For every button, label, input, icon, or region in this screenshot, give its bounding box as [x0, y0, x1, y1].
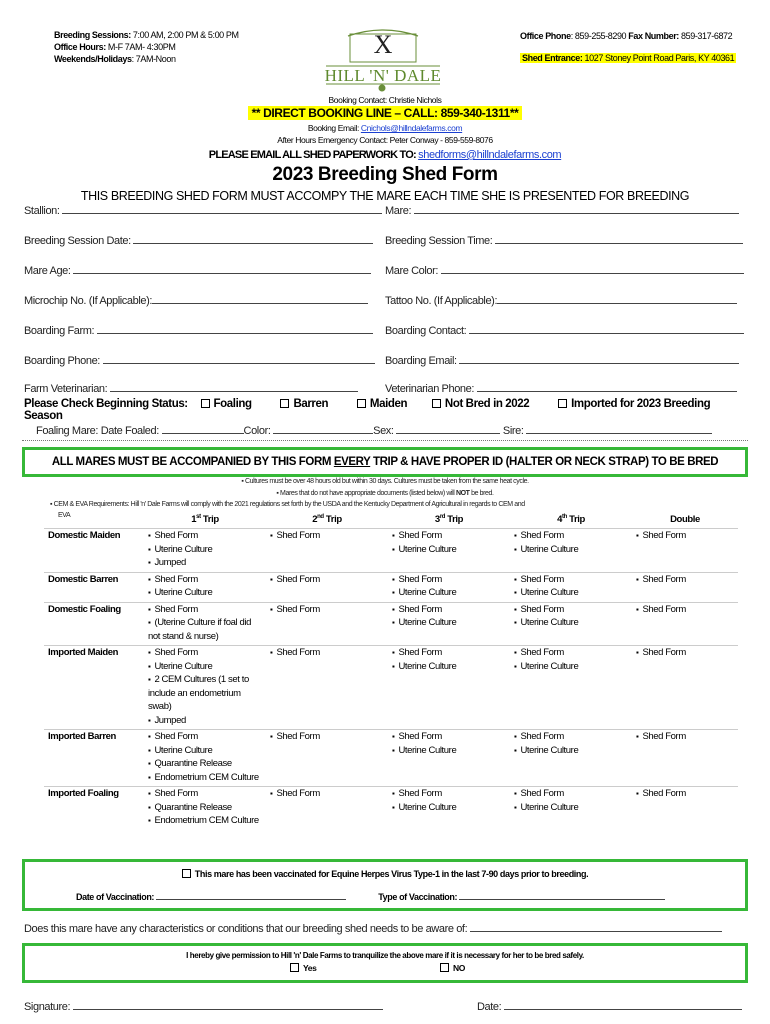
requirement-item: ▪ Shed Form — [514, 787, 628, 801]
bullet-documents: ▪ Mares that do not have appropriate documents (listed below) will NOT be bred. — [276, 490, 494, 497]
cell-fourth-trip — [510, 602, 632, 646]
cell-double — [632, 730, 738, 787]
checkbox-icon[interactable] — [432, 399, 441, 408]
requirement-item: ▪ Shed Form — [148, 646, 262, 660]
cell-third-trip — [388, 730, 510, 787]
header-contact — [520, 31, 752, 63]
col-first-trip: 1st Trip — [191, 514, 219, 526]
cell-first-trip — [144, 529, 266, 573]
requirement-item: ▪ Shed Form — [392, 603, 506, 617]
requirement-item: ▪ Shed Form — [270, 603, 384, 617]
permission-no[interactable]: NO — [440, 963, 465, 973]
requirement-item: ▪ Shed Form — [270, 529, 384, 543]
tranquilize-permission-box — [22, 943, 748, 983]
table-row — [44, 787, 738, 830]
permission-yes[interactable]: Yes — [290, 963, 316, 973]
form-subtitle: THIS BREEDING SHED FORM MUST ACCOMPY THE MARE EACH TIME SHE IS PRESENTED FOR BREEDING — [80, 189, 690, 203]
boarding-contact-field[interactable]: Boarding Contact: — [385, 324, 744, 337]
cell-fourth-trip — [510, 730, 632, 787]
row-label: Imported Maiden — [44, 646, 144, 730]
table-header-row — [44, 512, 738, 529]
requirement-item: ▪ Shed Form — [514, 646, 628, 660]
requirement-item: ▪ Uterine Culture — [392, 543, 506, 557]
row-label: Imported Foaling — [44, 787, 144, 830]
requirement-item: ▪ Shed Form — [636, 529, 734, 543]
table-row — [44, 572, 738, 602]
row-label: Imported Barren — [44, 730, 144, 787]
checkbox-icon[interactable] — [280, 399, 289, 408]
permission-statement: I hereby give permission to Hill 'n' Dale Farms to tranquilize the above mare if it is necessary for her to be bred safely. — [186, 951, 584, 960]
date-foaled-input[interactable] — [162, 425, 244, 434]
fax-value: 859-317-6872 — [678, 31, 733, 41]
sessions-label: Breeding Sessions: — [54, 30, 131, 40]
shed-entrance-label: Shed Entrance: — [522, 53, 583, 63]
requirement-item: ▪ Uterine Culture — [148, 586, 262, 600]
requirement-item: ▪ Shed Form — [148, 787, 262, 801]
farm-vet-field[interactable]: Farm Veterinarian: — [24, 382, 358, 395]
cell-second-trip — [266, 646, 388, 730]
foal-sex-input[interactable] — [396, 425, 500, 434]
table-row — [44, 529, 738, 573]
requirement-item: ▪ (Uterine Culture if foal did not stand & nurse) — [148, 616, 262, 643]
row-label: Domestic Foaling — [44, 602, 144, 646]
vaccination-date-label: Date of Vaccination: — [76, 892, 157, 902]
row-label: Domestic Barren — [44, 572, 144, 602]
cell-first-trip — [144, 646, 266, 730]
date-foaled-label: Foaling Mare: Date Foaled: — [36, 425, 162, 437]
checkbox-icon[interactable] — [440, 963, 449, 972]
bullet-cem-eva-cont: EVA — [58, 512, 71, 519]
table-row — [44, 602, 738, 646]
mare-field[interactable]: Mare: — [385, 204, 739, 217]
cell-second-trip — [266, 730, 388, 787]
direct-booking-line: ** DIRECT BOOKING LINE – CALL: 859-340-1311** — [248, 106, 523, 120]
mare-age-field[interactable]: Mare Age: — [24, 264, 371, 277]
foaling-mare-line — [36, 425, 712, 437]
col-second-trip: 2nd Trip — [312, 514, 342, 526]
session-date-field[interactable]: Breeding Session Date: — [24, 234, 373, 247]
requirement-item: ▪ Quarantine Release — [148, 757, 262, 771]
paperwork-label: PLEASE EMAIL ALL SHED PAPERWORK TO: — [208, 149, 419, 161]
status-label: Please Check Beginning Status: — [24, 398, 188, 410]
requirement-item: ▪ Shed Form — [392, 787, 506, 801]
stallion-field[interactable]: Stallion: — [24, 204, 382, 217]
shed-entrance-value: 1027 Stoney Point Road Paris, KY 40361 — [582, 53, 735, 63]
cell-double — [632, 572, 738, 602]
status-option-maiden[interactable]: Maiden — [357, 398, 417, 410]
foal-sire-input[interactable] — [526, 425, 712, 434]
col-third-trip: 3rd Trip — [434, 514, 464, 526]
requirement-item: ▪ Shed Form — [636, 573, 734, 587]
id-requirement-banner: ALL MARES MUST BE ACCOMPANIED BY THIS FORM EVERY TRIP & HAVE PROPER ID (HALTER OR NECK STRAP) TO BE BRED — [22, 447, 748, 477]
row-label: Domestic Maiden — [44, 529, 144, 573]
requirement-item: ▪ Endometrium CEM Culture — [148, 814, 262, 828]
requirement-item: ▪ Shed Form — [148, 573, 262, 587]
requirement-item: ▪ Shed Form — [392, 529, 506, 543]
requirement-item: ▪ Uterine Culture — [392, 586, 506, 600]
cell-second-trip — [266, 602, 388, 646]
cell-double — [632, 646, 738, 730]
weekend-value: : 7AM-Noon — [131, 54, 176, 64]
shed-entrance — [520, 53, 736, 63]
vaccination-fields — [76, 891, 665, 902]
requirement-item: ▪ Uterine Culture — [514, 586, 628, 600]
tattoo-field[interactable]: Tattoo No. (If Applicable): — [385, 294, 737, 307]
requirement-item: ▪ Shed Form — [392, 646, 506, 660]
vaccination-statement[interactable]: This mare has been vaccinated for Equine Herpes Virus Type-1 in the last 7-90 days prior to breeding. — [0, 869, 770, 879]
cell-fourth-trip — [510, 572, 632, 602]
requirement-item: ▪ Shed Form — [514, 603, 628, 617]
cell-first-trip — [144, 787, 266, 830]
conditions-input[interactable] — [470, 923, 722, 932]
cell-fourth-trip — [510, 646, 632, 730]
trip-requirements-table — [44, 512, 738, 830]
beginning-status — [24, 398, 770, 422]
status-option-foaling[interactable]: Foaling — [201, 398, 262, 410]
checkbox-icon[interactable] — [290, 963, 299, 972]
vaccination-date-input[interactable] — [156, 891, 346, 900]
emergency-contact: After Hours Emergency Contact: Peter Conway - 859-559-8076 — [277, 135, 493, 145]
requirement-item: ▪ 2 CEM Cultures (1 set to include an endometrium swab) — [148, 673, 262, 714]
foal-sex-label: Sex: — [373, 425, 397, 437]
checkbox-icon[interactable] — [558, 399, 567, 408]
requirement-item: ▪ Uterine Culture — [148, 744, 262, 758]
vaccination-type-label: Type of Vaccination: — [378, 892, 460, 902]
requirement-item: ▪ Quarantine Release — [148, 801, 262, 815]
header-hours — [54, 29, 239, 65]
status-option-imported[interactable]: Imported for 2023 Breeding Season — [24, 398, 711, 422]
cell-third-trip — [388, 529, 510, 573]
conditions-line — [24, 923, 722, 935]
logo-text: HILL 'N' DALE — [324, 66, 442, 85]
requirement-item: ▪ Shed Form — [270, 730, 384, 744]
bullet-cultures: ▪ Cultures must be over 48 hours old but within 30 days. Cultures must be taken from the same heat cycle. — [241, 478, 529, 485]
requirement-item: ▪ Shed Form — [514, 529, 628, 543]
foal-color-label: Color: — [243, 425, 274, 437]
boarding-email-field[interactable]: Boarding Email: — [385, 354, 739, 367]
requirement-item: ▪ Shed Form — [636, 603, 734, 617]
booking-contact: Booking Contact: Christie Nichols — [328, 95, 442, 105]
requirement-item: ▪ Shed Form — [392, 573, 506, 587]
cell-fourth-trip — [510, 787, 632, 830]
requirement-item: ▪ Shed Form — [514, 573, 628, 587]
office-hours-label: Office Hours: — [54, 42, 106, 52]
weekend-label: Weekends/Holidays — [54, 54, 132, 64]
requirement-item: ▪ Uterine Culture — [392, 660, 506, 674]
status-option-barren[interactable]: Barren — [280, 398, 338, 410]
paperwork-line — [0, 149, 770, 161]
paperwork-email-link[interactable]: shedforms@hillndalefarms.com — [418, 149, 562, 161]
cell-double — [632, 529, 738, 573]
vaccination-type-input[interactable] — [459, 891, 665, 900]
form-title: 2023 Breeding Shed Form — [272, 164, 498, 185]
requirement-item: ▪ Shed Form — [636, 730, 734, 744]
hill-n-dale-logo — [318, 26, 448, 92]
microchip-field[interactable]: Microchip No. (If Applicable): — [24, 294, 368, 307]
status-option-not-bred[interactable]: Not Bred in 2022 — [432, 398, 539, 410]
boarding-farm-field[interactable]: Boarding Farm: — [24, 324, 373, 337]
requirement-item: ▪ Jumped — [148, 714, 262, 728]
col-double: Double — [670, 514, 700, 526]
checkbox-icon[interactable] — [182, 869, 191, 878]
sessions-value: 7:00 AM, 2:00 PM & 5:00 PM — [130, 30, 239, 40]
checkbox-icon[interactable] — [201, 399, 210, 408]
requirement-item: ▪ Endometrium CEM Culture — [148, 771, 262, 785]
requirement-item: ▪ Shed Form — [270, 646, 384, 660]
requirement-item: ▪ Shed Form — [514, 730, 628, 744]
booking-email-link[interactable]: Cnichols@hillndalefarms.com — [360, 123, 463, 133]
requirement-item: ▪ Uterine Culture — [392, 744, 506, 758]
session-time-field[interactable]: Breeding Session Time: — [385, 234, 743, 247]
foal-color-input[interactable] — [273, 425, 373, 434]
cell-second-trip — [266, 572, 388, 602]
requirement-item: ▪ Uterine Culture — [514, 616, 628, 630]
requirement-item: ▪ Uterine Culture — [148, 543, 262, 557]
col-fourth-trip: 4th Trip — [557, 514, 585, 526]
conditions-label: Does this mare have any characteristics or conditions that our breeding shed needs to be aware of: — [24, 923, 470, 935]
checkbox-icon[interactable] — [357, 399, 366, 408]
requirement-item: ▪ Shed Form — [148, 730, 262, 744]
cell-double — [632, 787, 738, 830]
bullet-cem-eva: ▪ CEM & EVA Requirements: Hill 'n' Dale Farms will comply with the 2021 regulations set forth by the USDA and the Kentucky Department of Agricultural in regards to CEM and — [50, 501, 525, 508]
table-row — [44, 730, 738, 787]
booking-email-label: Booking Email: — [307, 123, 361, 133]
signature-field[interactable]: Signature: — [24, 1001, 383, 1013]
requirement-item: ▪ Shed Form — [636, 787, 734, 801]
office-phone-value: : 859-255-8290 — [570, 31, 629, 41]
signature-date-field[interactable]: Date: — [477, 1001, 742, 1013]
cell-first-trip — [144, 572, 266, 602]
requirement-item: ▪ Uterine Culture — [514, 660, 628, 674]
cell-double — [632, 602, 738, 646]
requirement-item: ▪ Uterine Culture — [514, 744, 628, 758]
requirement-item: ▪ Shed Form — [392, 730, 506, 744]
fax-label: Fax Number: — [628, 31, 679, 41]
banner-emphasis: EVERY — [333, 456, 371, 468]
booking-email — [0, 123, 770, 133]
vaccination-box — [22, 859, 748, 911]
cell-third-trip — [388, 646, 510, 730]
cell-third-trip — [388, 572, 510, 602]
requirement-item: ▪ Uterine Culture — [514, 543, 628, 557]
logo-mark: X — [373, 30, 393, 59]
direct-line-wrap — [0, 106, 770, 120]
mare-color-field[interactable]: Mare Color: — [385, 264, 744, 277]
cell-first-trip — [144, 730, 266, 787]
table-row — [44, 646, 738, 730]
office-hours-value: M-F 7AM- 4:30PM — [105, 42, 176, 52]
cell-fourth-trip — [510, 529, 632, 573]
requirement-item: ▪ Uterine Culture — [514, 801, 628, 815]
boarding-phone-field[interactable]: Boarding Phone: — [24, 354, 375, 367]
cell-third-trip — [388, 602, 510, 646]
requirement-item: ▪ Uterine Culture — [392, 616, 506, 630]
foal-sire-label: Sire: — [500, 425, 527, 437]
cell-third-trip — [388, 787, 510, 830]
requirement-item: ▪ Shed Form — [270, 787, 384, 801]
cell-second-trip — [266, 529, 388, 573]
vet-phone-field[interactable]: Veterinarian Phone: — [385, 382, 737, 395]
requirement-item: ▪ Shed Form — [636, 646, 734, 660]
requirement-item: ▪ Shed Form — [148, 603, 262, 617]
cell-second-trip — [266, 787, 388, 830]
requirement-item: ▪ Uterine Culture — [392, 801, 506, 815]
requirement-item: ▪ Shed Form — [148, 529, 262, 543]
requirement-item: ▪ Jumped — [148, 556, 262, 570]
requirement-item: ▪ Shed Form — [270, 573, 384, 587]
office-phone-label: Office Phone — [520, 31, 571, 41]
cell-first-trip — [144, 602, 266, 646]
requirement-item: ▪ Uterine Culture — [148, 660, 262, 674]
